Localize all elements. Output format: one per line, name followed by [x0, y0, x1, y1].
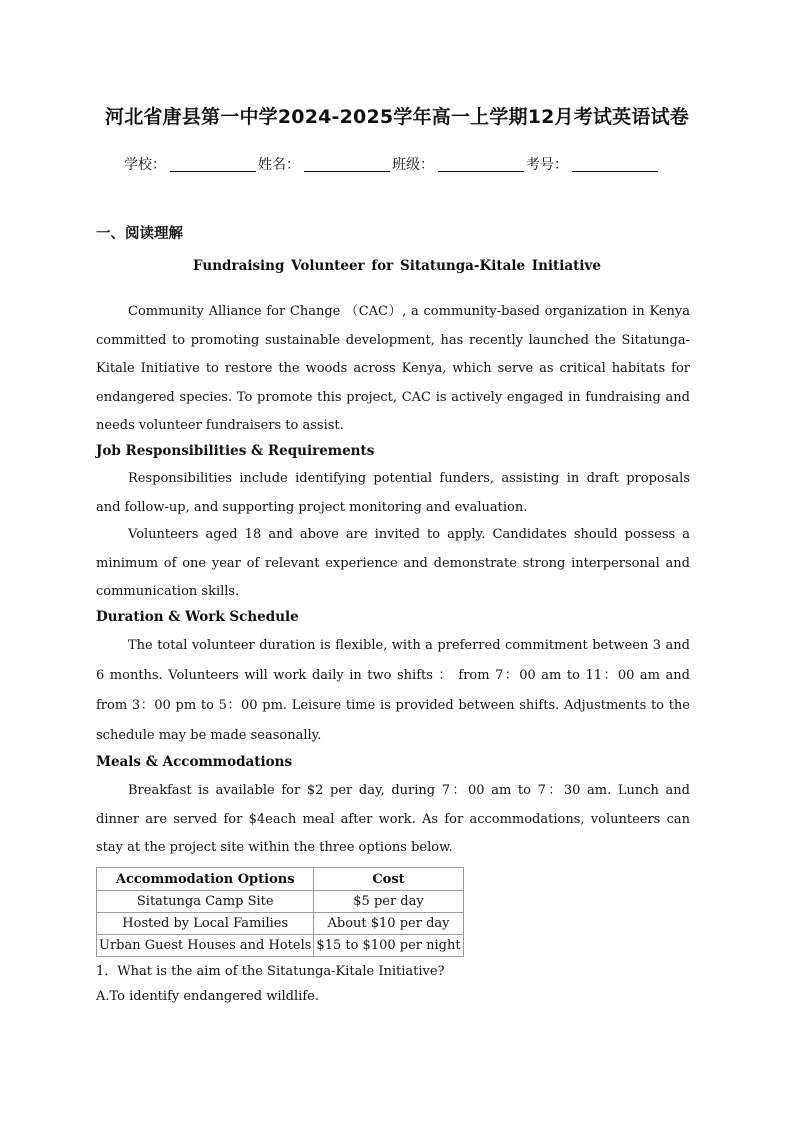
- table-cell: About $10 per day: [314, 913, 463, 935]
- meals-paragraph: Breakfast is available for $2 per day, during 7：00 am to 7：30 am. Lunch and dinner are served for $4each meal after work. As for accommodations, volunteers can stay at the project site within the three options below.: [96, 783, 690, 855]
- heading-duration: Duration & Work Schedule: [96, 609, 299, 625]
- school-field: [124, 154, 258, 174]
- table-cell: Hosted by Local Families: [97, 913, 314, 935]
- exam-title: 河北省唐县第一中学2024-2025学年高一上学期12月考试英语试卷: [105, 106, 689, 128]
- responsibilities-paragraph: Responsibilities include identifying potential funders, assisting in draft proposals and follow-up, and supporting project monitoring and evaluation.: [96, 471, 690, 515]
- table-row: [97, 935, 464, 957]
- heading-meals: Meals & Accommodations: [96, 754, 293, 770]
- table-header: Cost: [314, 868, 463, 891]
- accommodation-table: [96, 867, 464, 957]
- class-field: [392, 154, 526, 174]
- name-label: 姓名：: [258, 157, 300, 173]
- exam-number-blank[interactable]: [572, 157, 658, 172]
- passage-title: Fundraising Volunteer for Sitatunga-Kitale Initiative: [193, 258, 601, 274]
- school-blank[interactable]: [170, 157, 256, 172]
- name-blank[interactable]: [304, 157, 390, 172]
- table-row: [97, 891, 464, 913]
- duration-paragraph: The total volunteer duration is flexible, with a preferred commitment between 3 and 6 months. Volunteers will work daily in two shifts ： from 7：00 am to 11：00 am and from 3：00 pm to 5：00 pm. Leisure time is provided between shifts. Adjustments to the schedule may be made seasonally.: [96, 638, 690, 743]
- table-cell: $5 per day: [314, 891, 463, 913]
- requirements-paragraph: Volunteers aged 18 and above are invited to apply. Candidates should possess a minimum of one year of relevant experience and demonstrate strong interpersonal and communication skills.: [96, 527, 690, 599]
- name-field: [258, 154, 392, 174]
- question-1-option-a: A.To identify endangered wildlife.: [96, 989, 319, 1004]
- heading-job: Job Responsibilities & Requirements: [96, 443, 375, 459]
- intro-paragraph: Community Alliance for Change （CAC）, a community-based organization in Kenya committed to promoting sustainable development, has recently launched the Sitatunga-Kitale Initiative to restore the woods across Kenya, which serve as critical habitats for endangered species. To promote this project, CAC is actively engaged in fundraising and needs volunteer fundraisers to assist.: [96, 304, 690, 433]
- class-label: 班级：: [392, 157, 434, 173]
- class-blank[interactable]: [438, 157, 524, 172]
- table-cell: Sitatunga Camp Site: [97, 891, 314, 913]
- table-cell: Urban Guest Houses and Hotels: [97, 935, 314, 957]
- exam-number-field: [526, 154, 660, 174]
- table-cell: $15 to $100 per night: [314, 935, 463, 957]
- table-header: Accommodation Options: [97, 868, 314, 891]
- question-1: 1．What is the aim of the Sitatunga-Kitale Initiative?: [96, 964, 445, 979]
- school-label: 学校：: [124, 157, 166, 173]
- section-title: 一、阅读理解: [96, 226, 183, 242]
- exam-number-label: 考号：: [526, 157, 568, 173]
- student-info-row: [124, 154, 660, 174]
- table-row: [97, 913, 464, 935]
- table-header-row: [97, 868, 464, 891]
